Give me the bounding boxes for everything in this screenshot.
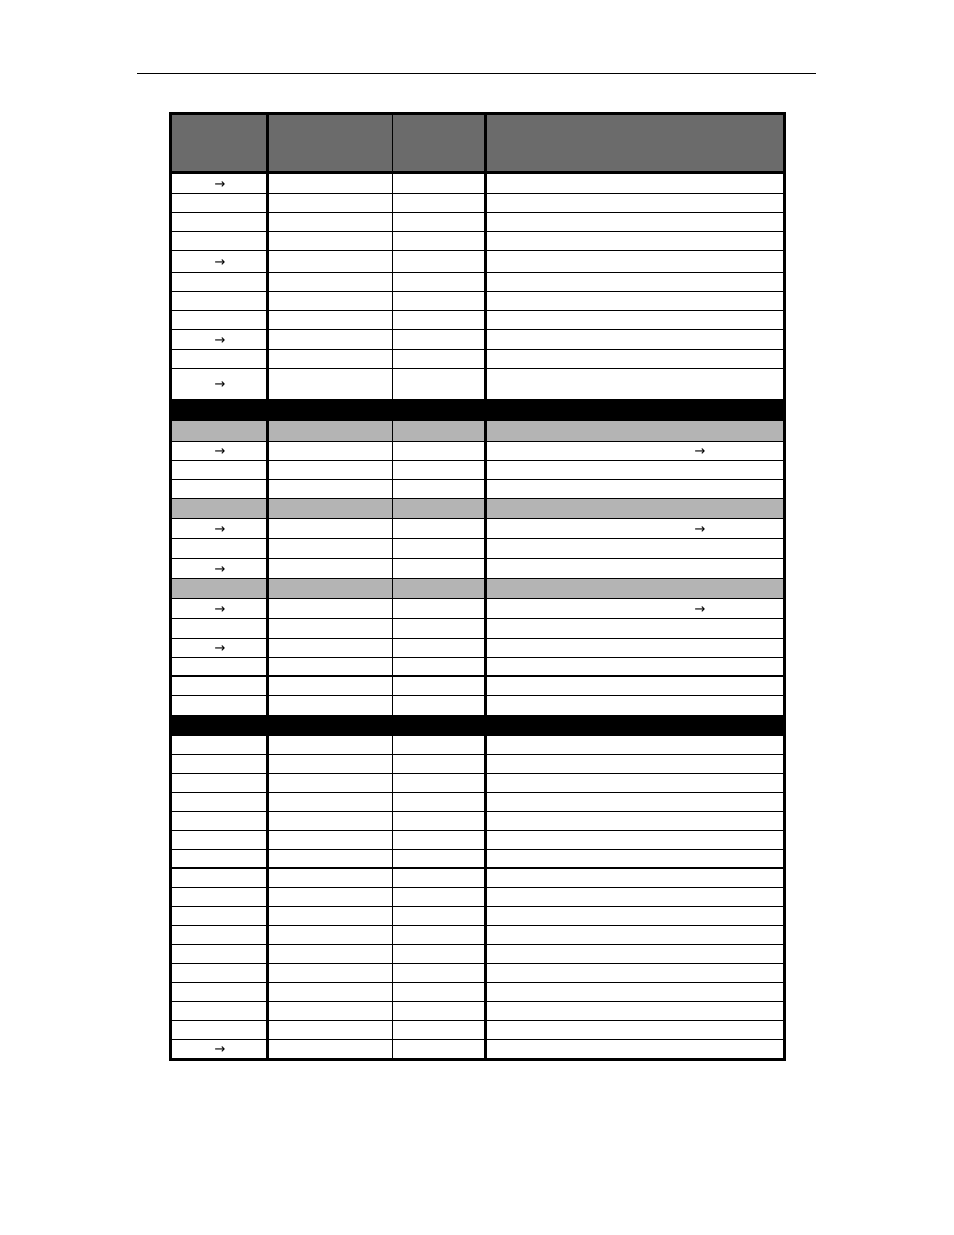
table-row	[172, 350, 783, 369]
table-row	[172, 983, 783, 1002]
table-row	[172, 1021, 783, 1040]
table-row	[172, 774, 783, 793]
table-row	[172, 232, 783, 251]
column-divider-1	[266, 115, 269, 1058]
table-row	[172, 174, 783, 194]
table-row	[172, 1002, 783, 1021]
table-row	[172, 907, 783, 926]
table-group-row	[172, 499, 783, 519]
table-section-row	[172, 716, 783, 736]
table-row	[172, 736, 783, 755]
arrow-icon: →	[694, 522, 706, 537]
arrow-icon: →	[214, 602, 226, 617]
table-row	[172, 658, 783, 677]
arrow-icon: →	[214, 377, 226, 392]
table-row	[172, 213, 783, 232]
table-row	[172, 812, 783, 831]
arrow-icon: →	[214, 522, 226, 537]
arrow-icon: →	[214, 255, 226, 270]
table-row	[172, 793, 783, 812]
table-row	[172, 311, 783, 330]
table-header-row	[172, 115, 783, 174]
table-row	[172, 926, 783, 945]
table-row	[172, 850, 783, 869]
table-row	[172, 964, 783, 983]
arrow-icon: →	[214, 177, 226, 192]
table-row	[172, 1040, 783, 1058]
arrow-icon: →	[214, 562, 226, 577]
arrow-icon: →	[214, 1042, 226, 1057]
column-divider-3	[484, 115, 487, 1058]
table-row	[172, 461, 783, 480]
table-row	[172, 292, 783, 311]
table-row	[172, 888, 783, 907]
table-row	[172, 369, 783, 400]
column-divider-2	[392, 115, 393, 1058]
table-row	[172, 945, 783, 964]
table-row	[172, 480, 783, 499]
arrow-icon: →	[694, 444, 706, 459]
arrow-icon: →	[214, 641, 226, 656]
table-row	[172, 869, 783, 888]
table-row	[172, 619, 783, 639]
table-group-row	[172, 579, 783, 599]
table-row	[172, 831, 783, 850]
table-row	[172, 696, 783, 716]
table-row	[172, 755, 783, 774]
arrow-icon: →	[694, 602, 706, 617]
table-row	[172, 559, 783, 579]
arrow-icon: →	[214, 333, 226, 348]
table-row	[172, 539, 783, 559]
data-table	[169, 112, 786, 1061]
table-row	[172, 330, 783, 350]
table-row	[172, 639, 783, 658]
arrow-icon: →	[214, 444, 226, 459]
table-row	[172, 273, 783, 292]
table-row	[172, 677, 783, 696]
table-group-row	[172, 421, 783, 442]
page-header-rule	[137, 73, 816, 74]
table-section-row	[172, 400, 783, 421]
table-row	[172, 251, 783, 273]
table-row	[172, 194, 783, 213]
